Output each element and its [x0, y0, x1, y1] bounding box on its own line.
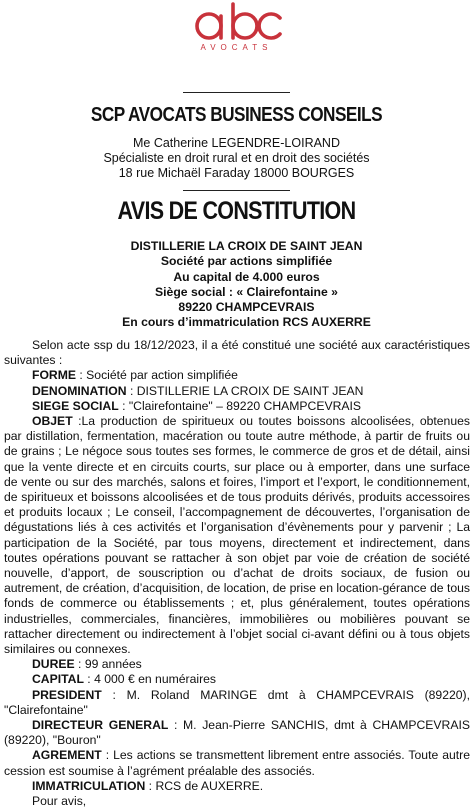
agrement-paragraph: [4, 748, 470, 778]
immatriculation-line: [4, 779, 470, 794]
immatriculation-label: IMMATRICULATION: [32, 778, 146, 793]
closing-line: Pour avis,: [32, 794, 87, 809]
divider-middle: [183, 190, 290, 191]
notice-title: AVIS DE CONSTITUTION: [117, 197, 356, 225]
duree-value: : 99 années: [74, 657, 142, 672]
president-value: : M. Roland MARINGE dmt à CHAMPCEVRAIS (89220), "Clairefontaine": [4, 687, 470, 717]
denomination-line: [4, 384, 470, 399]
forme-line: [4, 368, 470, 383]
agrement-label: AGREMENT: [32, 748, 102, 763]
forme-value: : Société par action simplifiée: [76, 368, 238, 383]
duree-label: DUREE: [32, 657, 75, 672]
directeur-general-paragraph: [4, 718, 470, 748]
objet-value: :La production de spiritueux ou toutes boissons alcoolisées, obtenues par distillation, fermentation, macération ou toute autre méthode, à partir de fruits ou de grains ; Le négoce sous toutes ses formes, le commerce de gros et de détail, ainsi que la vente directe et en circuits courts, sur place ou à emporter, dans une surface de vente ou sur des marchés, salons et foires, l’import et l’export, le conditionnement, de spiritueux et boissons alcoolisées et de tous produits dérivés, produits accessoires et produits locaux ; Le conseil, l’accompagnement de découvertes, l’organisation de dégustations liés à ces activités et l’organisation d’évènements pour y parvenir ; La participation de la Société, par tous moyens, directement et indirectement, dans toutes opérations pouvant se rattacher à son objet par voie de création de société nouvelle, d’apport, de souscription ou d’achat de droits sociaux, de fusion ou autrement, de création, d’acquisition, de location, de prise en location-gérance de tous fonds de commerce ou établissements ; et, plus généralement, toutes opérations industrielles, commerciales, financières, immobilières ou mobilières pouvant se rattacher directement ou indirectement à l’objet social ci-avant défini ou à tous objets similaires ou connexes.: [4, 414, 470, 657]
capital-label: CAPITAL: [32, 672, 84, 687]
siege-value: : "Clairefontaine" – 89220 CHAMPCEVRAIS: [118, 398, 362, 413]
objet-paragraph: [4, 414, 470, 657]
company-capital: Au capital de 4.000 euros: [173, 269, 320, 284]
directeur-general-value: : M. Jean-Pierre SANCHIS, dmt à CHAMPCEVRAIS (89220), "Bouron": [4, 718, 470, 748]
firm-logo: [0, 0, 473, 62]
lawyer-name: Me Catherine LEGENDRE-LOIRAND: [132, 136, 340, 150]
company-city: 89220 CHAMPCEVRAIS: [178, 300, 315, 315]
duree-line: [4, 657, 470, 672]
firm-address: 18 rue Michaël Faraday 18000 BOURGES: [118, 166, 355, 180]
directeur-general-label: DIRECTEUR GENERAL: [32, 718, 169, 733]
objet-label: OBJET: [32, 414, 73, 429]
company-name: DISTILLERIE LA CROIX DE SAINT JEAN: [130, 239, 363, 253]
company-type: Société par actions simplifiée: [160, 254, 333, 269]
abc-logo-icon: [187, 0, 287, 44]
capital-value: : 4 000 € en numéraires: [83, 672, 217, 687]
lawyer-specialty: Spécialiste en droit rural et en droit des sociétés: [103, 151, 370, 165]
logo-tagline: AVOCATS: [200, 43, 273, 52]
notice-body: [4, 338, 470, 809]
siege-line: [4, 399, 470, 414]
company-summary: [60, 239, 433, 331]
firm-name: SCP AVOCATS BUSINESS CONSEILS: [90, 104, 383, 126]
capital-line: [4, 672, 470, 687]
president-label: PRESIDENT: [32, 687, 102, 702]
divider-top: [183, 92, 290, 93]
agrement-value: : Les actions se transmettent librement entre associés. Toute autre cession est soumise à l’agrément préalable des associés.: [4, 748, 470, 778]
forme-label: FORME: [32, 368, 77, 383]
denomination-label: DENOMINATION: [32, 383, 127, 398]
denomination-value: : DISTILLERIE LA CROIX DE SAINT JEAN: [126, 383, 364, 398]
intro-paragraph: Selon acte ssp du 18/12/2023, il a été constitué une société aux caractéristiques suivantes :: [4, 338, 470, 368]
immatriculation-value: : RCS de AUXERRE.: [145, 778, 264, 793]
president-paragraph: [4, 688, 470, 718]
siege-label: SIEGE SOCIAL: [32, 398, 119, 413]
company-registration: En cours d’immatriculation RCS AUXERRE: [122, 315, 371, 330]
company-seat: Siège social : « Clairefontaine »: [155, 284, 338, 299]
